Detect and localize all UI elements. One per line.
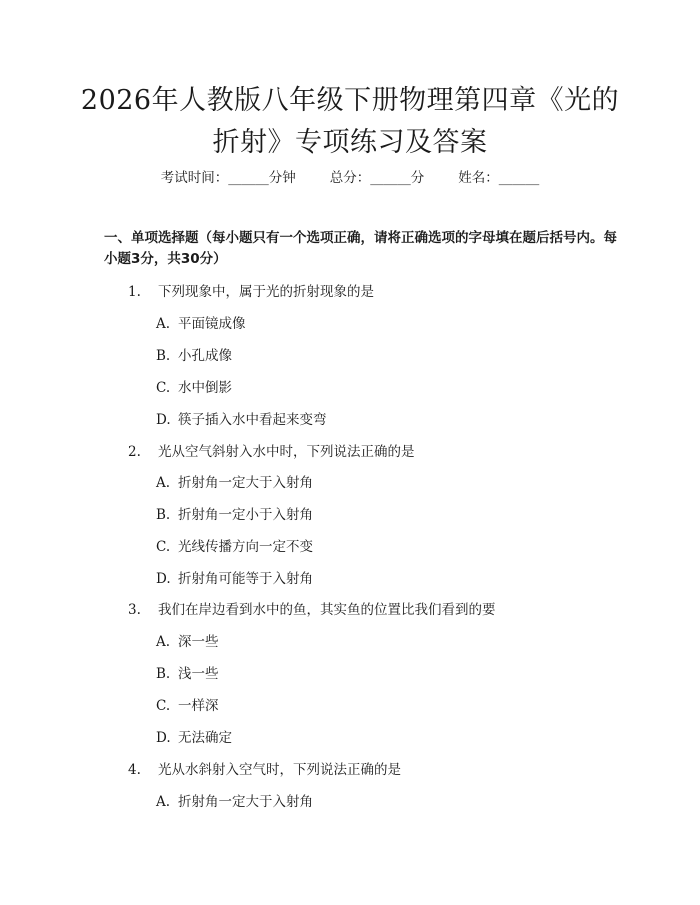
question-3 [128,600,496,620]
q3-option-d [156,728,232,748]
q1-option-b [156,346,232,366]
q3-option-c [156,696,219,716]
q1-option-a [156,314,246,334]
q1-option-c [156,378,232,398]
option-text: 折射角一定小于入射角 [178,507,313,523]
option-letter: D. [156,730,171,746]
option-letter: C. [156,380,171,396]
name-blank: ______ [498,170,540,186]
question-text: 我们在岸边看到水中的鱼，其实鱼的位置比我们看到的要 [158,602,496,618]
option-text: 浅一些 [178,666,219,682]
question-text: 光从空气斜射入水中时，下列说法正确的是 [158,444,415,460]
option-letter: D. [156,571,171,587]
option-letter: D. [156,412,171,428]
question-text: 光从水斜射入空气时，下列说法正确的是 [158,762,401,778]
question-1 [128,282,374,302]
time-label: 考试时间： [160,170,229,186]
option-text: 一样深 [178,698,219,714]
option-letter: B. [156,507,171,523]
question-number: 1. [128,284,141,300]
q3-option-a [156,632,219,652]
time-unit: 分钟 [268,170,296,186]
name-label: 姓名： [458,170,499,186]
q1-option-d [156,410,327,430]
title-line-1: 2026年人教版八年级下册物理第四章《光的 [80,85,620,116]
q2-option-d [156,569,313,589]
option-text: 水中倒影 [178,380,232,396]
option-letter: A. [156,634,171,650]
option-letter: C. [156,539,171,555]
question-2 [128,442,415,462]
option-text: 光线传播方向一定不变 [178,539,313,555]
score-blank: ______ [370,170,411,186]
option-text: 深一些 [178,634,219,650]
option-letter: A. [156,316,171,332]
option-letter: B. [156,348,171,364]
option-letter: A. [156,794,171,810]
option-text: 无法确定 [178,730,232,746]
q2-option-a [156,473,313,493]
document-title [0,80,700,164]
question-number: 2. [128,444,141,460]
q4-option-a [156,792,313,812]
option-text: 平面镜成像 [178,316,246,332]
exam-meta [0,168,700,188]
title-line-2: 折射》专项练习及答案 [212,127,488,158]
q3-option-b [156,664,219,684]
time-blank: ______ [228,170,269,186]
option-text: 折射角一定大于入射角 [178,794,313,810]
option-text: 筷子插入水中看起来变弯 [178,412,327,428]
question-number: 3. [128,602,141,618]
option-text: 折射角可能等于入射角 [178,571,313,587]
question-text: 下列现象中，属于光的折射现象的是 [158,284,374,300]
option-text: 折射角一定大于入射角 [178,475,313,491]
q2-option-c [156,537,313,557]
question-number: 4. [128,762,141,778]
score-label: 总分： [329,170,371,186]
score-unit: 分 [410,170,425,186]
option-letter: C. [156,698,171,714]
option-text: 小孔成像 [178,348,232,364]
option-letter: A. [156,475,171,491]
option-letter: B. [156,666,171,682]
q2-option-b [156,505,313,525]
question-4 [128,760,401,780]
section-heading: 一、单项选择题（每小题只有一个选项正确，请将正确选项的字母填在题后括号内。每小题3分，共30分） [104,230,617,267]
